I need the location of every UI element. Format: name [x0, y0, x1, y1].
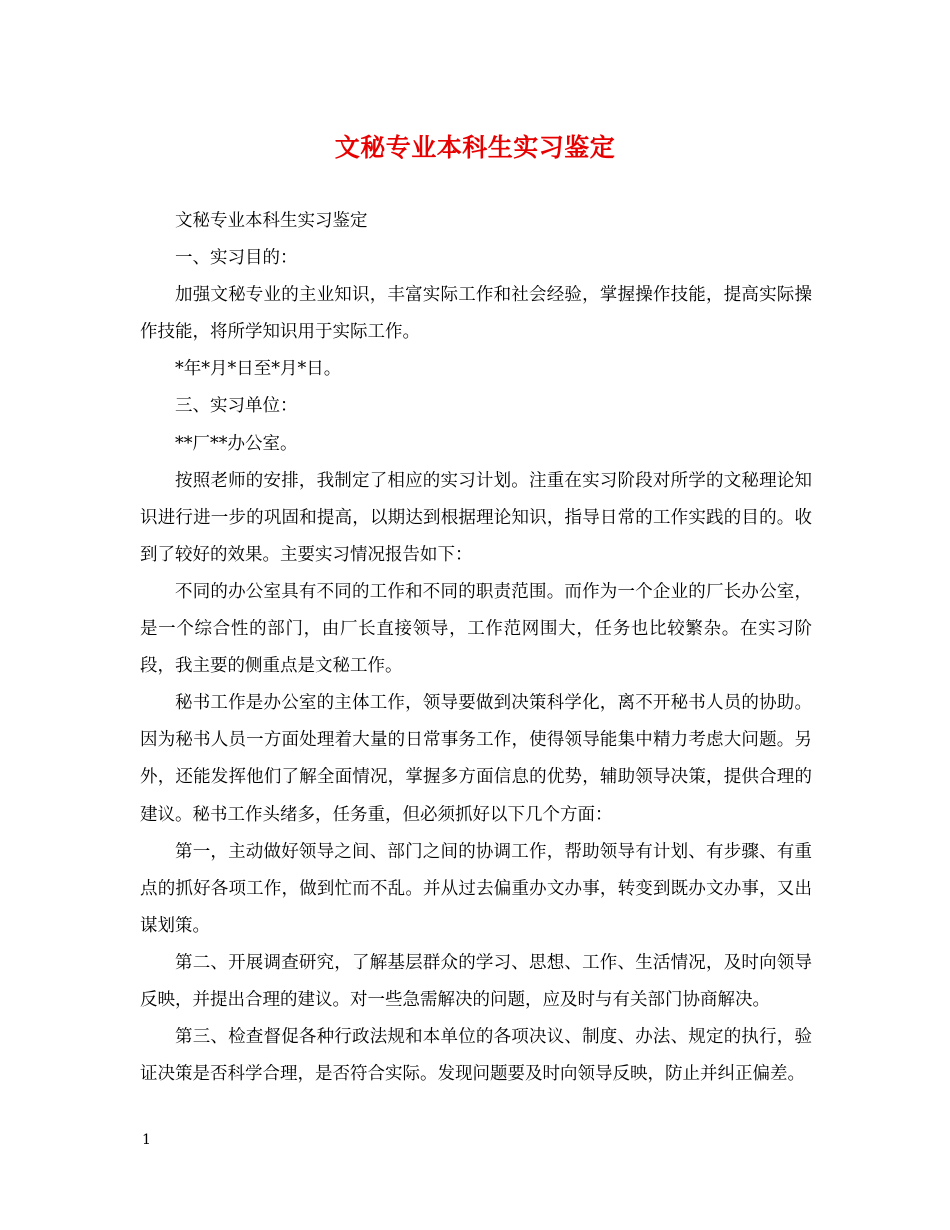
page-number: 1	[142, 1132, 151, 1148]
document-body	[140, 203, 812, 1093]
paragraph-section-purpose: 一、实习目的：	[175, 248, 298, 269]
paragraph-plan: 按照老师的安排，我制定了相应的实习计划。注重在实习阶段对所学的文秘理论知识进行进一步的巩固和提高，以期达到根据理论知识，指导日常的工作实践的目的。收到了较好的效果。主要实习情况报告如下：	[140, 470, 812, 565]
paragraph-point-one: 第一，主动做好领导之间、部门之间的协调工作，帮助领导有计划、有步骤、有重点的抓好各项工作，做到忙而不乱。并从过去偏重办文办事，转变到既办文办事，又出谋划策。	[140, 841, 812, 936]
paragraph-unit-name: **厂**办公室。	[175, 433, 298, 454]
paragraph-point-three: 第三、检查督促各种行政法规和本单位的各项决议、制度、办法、规定的执行，验证决策是否科学合理，是否符合实际。发现问题要及时向领导反映，防止并纠正偏差。	[140, 1027, 812, 1085]
document-title: 文秘专业本科生实习鉴定	[334, 133, 616, 162]
paragraph-heading-repeat: 文秘专业本科生实习鉴定	[175, 211, 368, 231]
paragraph-purpose-text: 加强文秘专业的主业知识，丰富实际工作和社会经验，掌握操作技能，提高实际操作技能，将所学知识用于实际工作。	[140, 285, 812, 343]
paragraph-secretary-work: 秘书工作是办公室的主体工作，领导要做到决策科学化，离不开秘书人员的协助。因为秘书人员一方面处理着大量的日常事务工作，使得领导能集中精力考虑大问题。另外，还能发挥他们了解全面情况，掌握多方面信息的优势，辅助领导决策，提供合理的建议。秘书工作头绪多，任务重，但必须抓好以下几个方面：	[140, 693, 812, 825]
paragraph-section-unit: 三、实习单位：	[175, 396, 298, 417]
paragraph-point-two: 第二、开展调查研究，了解基层群众的学习、思想、工作、生活情况，及时向领导反映，并提出合理的建议。对一些急需解决的问题，应及时与有关部门协商解决。	[140, 952, 812, 1010]
paragraph-date-range: *年*月*日至*月*日。	[175, 359, 342, 380]
paragraph-office-scope: 不同的办公室具有不同的工作和不同的职责范围。而作为一个企业的厂长办公室，是一个综合性的部门，由厂长直接领导，工作范网围大，任务也比较繁杂。在实习阶段，我主要的侧重点是文秘工作。	[140, 581, 812, 677]
